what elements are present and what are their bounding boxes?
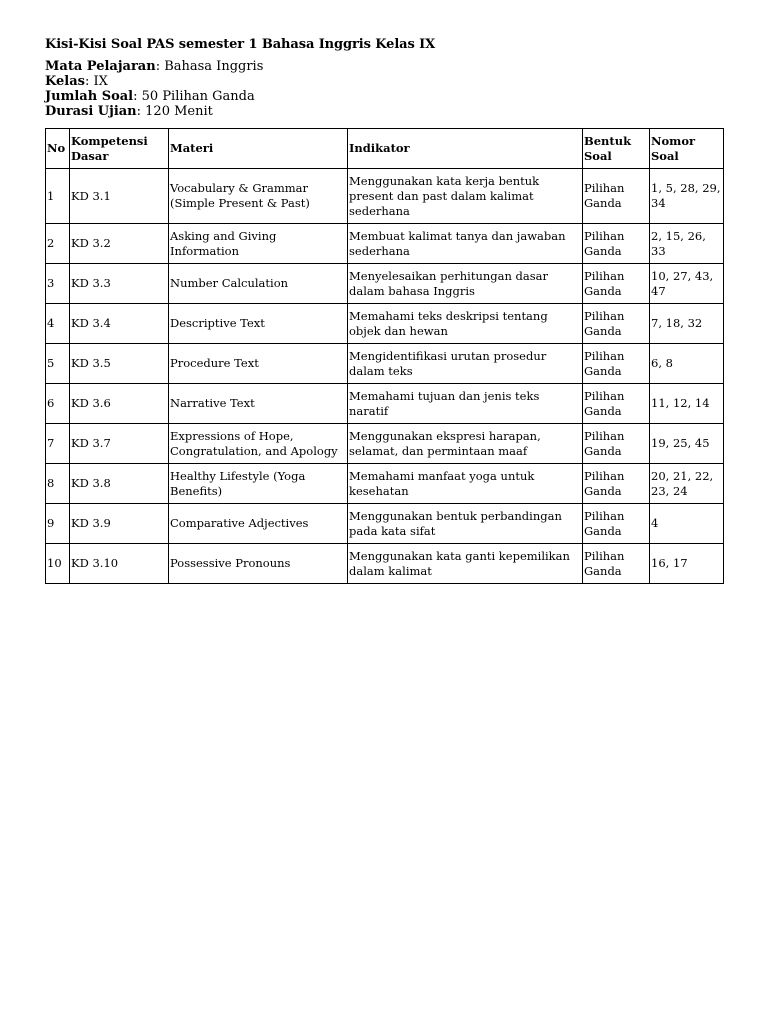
cell-nomor-soal: 10, 27, 43, 47 — [650, 264, 724, 304]
meta-durasi-ujian: Durasi Ujian: 120 Menit — [45, 104, 213, 119]
cell-no: 7 — [46, 424, 70, 464]
meta-value: 50 Pilihan Ganda — [141, 89, 255, 104]
cell-bentuk-soal: Pilihan Ganda — [583, 504, 650, 544]
table-row — [46, 504, 724, 544]
document-meta — [45, 59, 263, 119]
cell-bentuk-soal: Pilihan Ganda — [583, 384, 650, 424]
meta-jumlah-soal: Jumlah Soal: 50 Pilihan Ganda — [45, 89, 255, 104]
table-row — [46, 464, 724, 504]
cell-materi: Number Calculation — [169, 264, 348, 304]
cell-indikator: Menyelesaikan perhitungan dasar dalam bahasa Inggris — [348, 264, 583, 304]
cell-materi: Healthy Lifestyle (Yoga Benefits) — [169, 464, 348, 504]
cell-indikator: Membuat kalimat tanya dan jawaban sederhana — [348, 224, 583, 264]
table-row — [46, 304, 724, 344]
cell-nomor-soal: 7, 18, 32 — [650, 304, 724, 344]
table-row — [46, 169, 724, 224]
table-row — [46, 384, 724, 424]
cell-kompetensi-dasar: KD 3.10 — [70, 544, 169, 584]
header-nomor-soal: Nomor Soal — [650, 129, 724, 169]
table-row — [46, 344, 724, 384]
cell-kompetensi-dasar: KD 3.4 — [70, 304, 169, 344]
cell-bentuk-soal: Pilihan Ganda — [583, 464, 650, 504]
cell-materi: Possessive Pronouns — [169, 544, 348, 584]
cell-indikator: Menggunakan kata ganti kepemilikan dalam kalimat — [348, 544, 583, 584]
header-indikator: Indikator — [348, 129, 583, 169]
cell-kompetensi-dasar: KD 3.8 — [70, 464, 169, 504]
cell-nomor-soal: 2, 15, 26, 33 — [650, 224, 724, 264]
meta-mata-pelajaran: Mata Pelajaran: Bahasa Inggris — [45, 59, 264, 74]
cell-materi: Asking and Giving Information — [169, 224, 348, 264]
cell-nomor-soal: 11, 12, 14 — [650, 384, 724, 424]
meta-value: IX — [93, 74, 108, 89]
cell-nomor-soal: 20, 21, 22, 23, 24 — [650, 464, 724, 504]
cell-indikator: Memahami manfaat yoga untuk kesehatan — [348, 464, 583, 504]
kisi-kisi-table — [45, 128, 724, 584]
cell-indikator: Mengidentifikasi urutan prosedur dalam teks — [348, 344, 583, 384]
cell-materi: Comparative Adjectives — [169, 504, 348, 544]
header-no: No — [46, 129, 70, 169]
header-materi: Materi — [169, 129, 348, 169]
cell-indikator: Memahami teks deskripsi tentang objek dan hewan — [348, 304, 583, 344]
cell-bentuk-soal: Pilihan Ganda — [583, 344, 650, 384]
meta-kelas: Kelas: IX — [45, 74, 108, 89]
cell-materi: Expressions of Hope, Congratulation, and Apology — [169, 424, 348, 464]
cell-indikator: Memahami tujuan dan jenis teks naratif — [348, 384, 583, 424]
meta-label: Durasi Ujian — [45, 104, 137, 119]
header-bentuk-soal: Bentuk Soal — [583, 129, 650, 169]
table-header-row — [46, 129, 724, 169]
table-row — [46, 224, 724, 264]
cell-materi: Narrative Text — [169, 384, 348, 424]
cell-bentuk-soal: Pilihan Ganda — [583, 424, 650, 464]
meta-value: Bahasa Inggris — [164, 59, 264, 74]
cell-indikator: Menggunakan ekspresi harapan, selamat, dan permintaan maaf — [348, 424, 583, 464]
cell-kompetensi-dasar: KD 3.3 — [70, 264, 169, 304]
cell-bentuk-soal: Pilihan Ganda — [583, 224, 650, 264]
cell-kompetensi-dasar: KD 3.9 — [70, 504, 169, 544]
table-row — [46, 544, 724, 584]
document-title: Kisi-Kisi Soal PAS semester 1 Bahasa Inggris Kelas IX — [45, 37, 436, 52]
cell-no: 9 — [46, 504, 70, 544]
table-row — [46, 264, 724, 304]
cell-kompetensi-dasar: KD 3.2 — [70, 224, 169, 264]
cell-no: 6 — [46, 384, 70, 424]
table-row — [46, 424, 724, 464]
meta-label: Kelas — [45, 74, 85, 89]
cell-kompetensi-dasar: KD 3.5 — [70, 344, 169, 384]
cell-materi: Vocabulary & Grammar (Simple Present & Past) — [169, 169, 348, 224]
cell-materi: Descriptive Text — [169, 304, 348, 344]
cell-no: 8 — [46, 464, 70, 504]
meta-value: 120 Menit — [145, 104, 213, 119]
cell-kompetensi-dasar: KD 3.6 — [70, 384, 169, 424]
cell-no: 10 — [46, 544, 70, 584]
cell-nomor-soal: 6, 8 — [650, 344, 724, 384]
cell-bentuk-soal: Pilihan Ganda — [583, 264, 650, 304]
cell-no: 5 — [46, 344, 70, 384]
cell-materi: Procedure Text — [169, 344, 348, 384]
cell-no: 2 — [46, 224, 70, 264]
cell-nomor-soal: 19, 25, 45 — [650, 424, 724, 464]
cell-no: 1 — [46, 169, 70, 224]
cell-no: 3 — [46, 264, 70, 304]
cell-kompetensi-dasar: KD 3.1 — [70, 169, 169, 224]
cell-indikator: Menggunakan bentuk perbandingan pada kata sifat — [348, 504, 583, 544]
cell-bentuk-soal: Pilihan Ganda — [583, 544, 650, 584]
cell-bentuk-soal: Pilihan Ganda — [583, 304, 650, 344]
cell-nomor-soal: 1, 5, 28, 29, 34 — [650, 169, 724, 224]
meta-label: Mata Pelajaran — [45, 59, 156, 74]
cell-kompetensi-dasar: KD 3.7 — [70, 424, 169, 464]
cell-no: 4 — [46, 304, 70, 344]
meta-label: Jumlah Soal — [45, 89, 134, 104]
cell-nomor-soal: 4 — [650, 504, 724, 544]
cell-indikator: Menggunakan kata kerja bentuk present dan past dalam kalimat sederhana — [348, 169, 583, 224]
cell-bentuk-soal: Pilihan Ganda — [583, 169, 650, 224]
header-kompetensi-dasar: Kompetensi Dasar — [70, 129, 169, 169]
cell-nomor-soal: 16, 17 — [650, 544, 724, 584]
